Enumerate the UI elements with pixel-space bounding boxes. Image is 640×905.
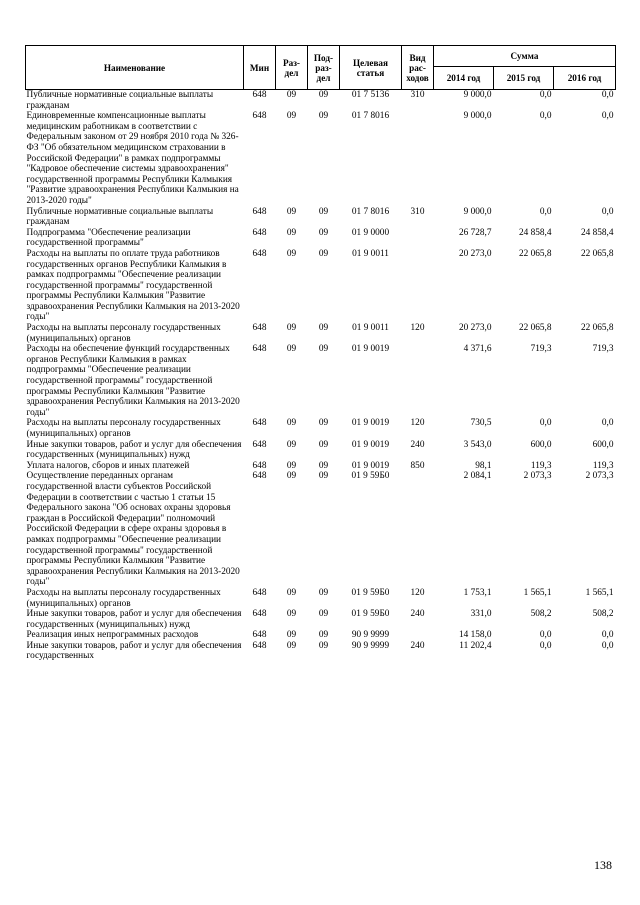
header-year-2016: 2016 год — [554, 67, 616, 90]
row-sum-2014: 730,5 — [470, 418, 492, 429]
row-vid-rashodov: 310 — [410, 206, 425, 217]
row-name: Публичные нормативные социальные выплаты гражданам — [26, 206, 214, 228]
row-sum-2015: 22 065,8 — [518, 248, 552, 259]
row-vid-rashodov — [402, 630, 434, 641]
row-celevaya-statya: 01 9 59Б0 — [351, 609, 390, 620]
row-sum-2014: 20 273,0 — [458, 248, 492, 259]
table-row — [26, 111, 616, 206]
header-year-2014: 2014 год — [434, 67, 494, 90]
row-vid-rashodov: 240 — [410, 640, 425, 651]
header-celevaya-statya: Целевая статья — [340, 46, 402, 90]
row-name: Реализация иных непрограммных расходов — [26, 630, 199, 641]
row-sum-2016: 719,3 — [592, 344, 614, 355]
table-row — [26, 90, 616, 112]
row-sum-2014: 11 202,4 — [459, 640, 492, 651]
row-sum-2014: 14 158,0 — [458, 630, 492, 641]
row-min: 648 — [252, 609, 267, 620]
row-razdel: 09 — [286, 587, 297, 598]
row-sum-2015: 24 858,4 — [518, 227, 552, 238]
row-razdel: 09 — [286, 640, 297, 651]
header-name: Наименование — [26, 46, 244, 90]
row-sum-2015: 0,0 — [539, 206, 552, 217]
header-summa: Сумма — [434, 46, 616, 67]
row-sum-2016: 1 565,1 — [585, 587, 614, 598]
row-razdel: 09 — [286, 344, 297, 355]
row-vid-rashodov — [402, 111, 434, 206]
page-number: 138 — [594, 858, 612, 872]
row-sum-2014: 20 273,0 — [458, 323, 492, 334]
row-sum-2016: 24 858,4 — [580, 227, 614, 238]
table-row — [26, 418, 616, 439]
row-sum-2014: 9 000,0 — [463, 111, 492, 122]
row-min: 648 — [252, 206, 267, 217]
header-min: Мин — [244, 46, 276, 90]
row-vid-rashodov — [402, 471, 434, 588]
row-celevaya-statya: 01 9 0011 — [352, 323, 389, 334]
row-name: Расходы на обеспечение функций государственных органов Республики Калмыкия в рамках подпрограммы "Обеспечение реализации государственной программы" государственной программы Республики Калмыкия "Развитие здравоохранения Республики Калмыкия на 2013-2020 годы" — [26, 344, 240, 418]
row-min: 648 — [252, 471, 267, 482]
budget-document — [25, 45, 615, 662]
row-sum-2014: 9 000,0 — [463, 206, 492, 217]
row-celevaya-statya: 01 7 8016 — [351, 111, 390, 122]
row-sum-2016: 0,0 — [601, 111, 614, 122]
row-min: 648 — [252, 248, 267, 259]
row-sum-2015: 508,2 — [530, 609, 552, 620]
table-row — [26, 207, 616, 228]
row-razdel: 09 — [286, 460, 297, 471]
budget-table — [25, 45, 616, 662]
header-podrazdel: Под-раз-дел — [308, 46, 340, 90]
row-min: 648 — [252, 640, 267, 651]
row-podrazdel: 09 — [318, 90, 329, 100]
row-sum-2014: 331,0 — [470, 609, 492, 620]
row-min: 648 — [252, 323, 267, 334]
row-podrazdel: 09 — [318, 323, 329, 334]
row-razdel: 09 — [286, 90, 297, 100]
row-sum-2016: 22 065,8 — [580, 248, 614, 259]
table-row — [26, 228, 616, 249]
row-name: Иные закупки товаров, работ и услуг для обеспечения государственных — [26, 640, 242, 662]
row-min: 648 — [252, 90, 267, 100]
row-podrazdel: 09 — [318, 111, 329, 122]
row-name: Публичные нормативные социальные выплаты гражданам — [26, 90, 214, 111]
row-vid-rashodov — [402, 344, 434, 418]
row-name: Расходы на выплаты по оплате труда работников государственных органов Республики Калмыкия в рамках подпрограммы "Обеспечение реализации государственной программы" государственной программы Республики Калмыкия "Развитие здравоохранения Республики Калмыкия на 2013-2020 годы" — [26, 248, 240, 323]
row-name: Уплата налогов, сборов и иных платежей — [26, 460, 190, 471]
row-sum-2015: 0,0 — [539, 111, 552, 122]
row-podrazdel: 09 — [318, 344, 329, 355]
row-podrazdel: 09 — [318, 418, 329, 429]
row-min: 648 — [252, 587, 267, 598]
row-podrazdel: 09 — [318, 460, 329, 471]
row-sum-2015: 719,3 — [530, 344, 552, 355]
row-vid-rashodov: 240 — [410, 609, 425, 620]
row-sum-2014: 98,1 — [475, 460, 492, 471]
row-vid-rashodov: 120 — [410, 587, 425, 598]
row-razdel: 09 — [286, 227, 297, 238]
row-celevaya-statya: 01 7 8016 — [351, 206, 390, 217]
row-sum-2015: 2 073,3 — [523, 471, 552, 482]
row-sum-2016: 0,0 — [601, 630, 614, 641]
row-podrazdel: 09 — [318, 640, 329, 651]
row-min: 648 — [252, 418, 267, 429]
row-vid-rashodov: 310 — [410, 90, 425, 100]
table-row — [26, 323, 616, 344]
row-sum-2014: 26 728,7 — [458, 227, 492, 238]
row-min: 648 — [252, 227, 267, 238]
row-sum-2015: 0,0 — [539, 630, 552, 641]
row-sum-2015: 0,0 — [539, 418, 552, 429]
row-podrazdel: 09 — [318, 206, 329, 217]
row-celevaya-statya: 01 9 0019 — [351, 418, 390, 429]
row-vid-rashodov: 850 — [410, 460, 425, 471]
row-celevaya-statya: 01 7 5136 — [351, 90, 390, 100]
row-celevaya-statya: 01 9 0011 — [352, 248, 389, 259]
row-podrazdel: 09 — [318, 587, 329, 598]
row-sum-2014: 2 084,1 — [463, 471, 492, 482]
row-sum-2016: 0,0 — [601, 206, 614, 217]
row-name: Подпрограмма "Обеспечение реализации государственной программы" — [26, 227, 191, 249]
header-year-2015: 2015 год — [494, 67, 554, 90]
table-row — [26, 344, 616, 418]
row-celevaya-statya: 01 9 0019 — [351, 344, 390, 355]
table-row — [26, 461, 616, 472]
row-name: Расходы на выплаты персоналу государственных (муниципальных) органов — [26, 323, 221, 344]
row-razdel: 09 — [286, 609, 297, 620]
row-name: Единовременные компенсационные выплаты медицинским работникам в соответствии с Федеральным законом от 29 ноября 2010 года № 326-ФЗ "Об обязательном медицинском страховании в Российской Федерации" в рамках подпрограммы "Кадровое обеспечение системы здравоохранения" государственной программы Республики Калмыкия "Развитие здравоохранения Республики Калмыкия на 2013-2020 годы" — [26, 111, 239, 206]
row-razdel: 09 — [286, 630, 297, 641]
row-vid-rashodov — [402, 249, 434, 323]
row-podrazdel: 09 — [318, 630, 329, 641]
row-sum-2016: 0,0 — [601, 640, 614, 651]
row-podrazdel: 09 — [318, 248, 329, 259]
row-sum-2016: 508,2 — [592, 609, 614, 620]
table-body — [26, 90, 616, 663]
row-sum-2016: 119,3 — [592, 460, 614, 471]
row-celevaya-statya: 90 9 9999 — [351, 630, 390, 641]
table-row — [26, 440, 616, 461]
row-sum-2015: 22 065,8 — [518, 323, 552, 334]
row-name: Расходы на выплаты персоналу государственных (муниципальных) органов — [26, 587, 221, 609]
row-sum-2014: 9 000,0 — [463, 90, 492, 100]
table-row — [26, 609, 616, 630]
table-row — [26, 588, 616, 609]
table-row — [26, 641, 616, 662]
row-sum-2015: 119,3 — [530, 460, 552, 471]
row-razdel: 09 — [286, 439, 297, 450]
row-sum-2014: 3 543,0 — [463, 439, 492, 450]
row-name: Осуществление переданных органам государственной власти субъектов Российской Федерации в соответствии с частью 1 статьи 15 Федерального закона "Об основах охраны здоровья граждан в Российской Федерации" полномочий Российской Федерации в сфере охраны здоровья в рамках подпрограммы "Обеспечение реализации государственной программы" государственной программы Республики Калмыкия "Развитие здравоохранения Республики Калмыкия на 2013-2020 годы" — [26, 471, 240, 588]
row-min: 648 — [252, 460, 267, 471]
row-min: 648 — [252, 344, 267, 355]
row-podrazdel: 09 — [318, 439, 329, 450]
table-row — [26, 471, 616, 588]
row-celevaya-statya: 01 9 0019 — [351, 460, 390, 471]
row-sum-2014: 1 753,1 — [463, 587, 492, 598]
row-podrazdel: 09 — [318, 227, 329, 238]
row-razdel: 09 — [286, 471, 297, 482]
row-razdel: 09 — [286, 206, 297, 217]
table-row — [26, 630, 616, 641]
row-min: 648 — [252, 630, 267, 641]
row-podrazdel: 09 — [318, 609, 329, 620]
header-razdel: Раз-дел — [276, 46, 308, 90]
row-min: 648 — [252, 439, 267, 450]
row-vid-rashodov: 120 — [410, 418, 425, 429]
row-sum-2015: 1 565,1 — [523, 587, 552, 598]
row-min: 648 — [252, 111, 267, 122]
row-celevaya-statya: 90 9 9999 — [351, 640, 390, 651]
row-sum-2016: 2 073,3 — [585, 471, 614, 482]
row-razdel: 09 — [286, 248, 297, 259]
row-celevaya-statya: 01 9 0000 — [351, 227, 390, 238]
row-sum-2016: 22 065,8 — [580, 323, 614, 334]
row-podrazdel: 09 — [318, 471, 329, 482]
row-vid-rashodov — [402, 228, 434, 249]
row-celevaya-statya: 01 9 59Б0 — [351, 587, 390, 598]
table-header — [26, 46, 616, 90]
row-name: Расходы на выплаты персоналу государственных (муниципальных) органов — [26, 418, 221, 439]
row-sum-2015: 600,0 — [530, 439, 552, 450]
row-sum-2015: 0,0 — [539, 90, 552, 100]
row-sum-2016: 0,0 — [601, 418, 614, 429]
table-row — [26, 249, 616, 323]
row-celevaya-statya: 01 9 59Б0 — [351, 471, 390, 482]
row-sum-2016: 600,0 — [592, 439, 614, 450]
header-vid-rashodov: Вид рас-ходов — [402, 46, 434, 90]
row-sum-2016: 0,0 — [601, 90, 614, 100]
row-razdel: 09 — [286, 323, 297, 334]
row-name: Иные закупки товаров, работ и услуг для обеспечения государственных (муниципальных) нужд — [26, 439, 242, 461]
row-sum-2014: 4 371,6 — [463, 344, 492, 355]
row-vid-rashodov: 240 — [410, 439, 425, 450]
row-sum-2015: 0,0 — [539, 640, 552, 651]
row-razdel: 09 — [286, 418, 297, 429]
row-name: Иные закупки товаров, работ и услуг для обеспечения государственных (муниципальных) нужд — [26, 609, 242, 630]
row-celevaya-statya: 01 9 0019 — [351, 439, 390, 450]
row-razdel: 09 — [286, 111, 297, 122]
row-vid-rashodov: 120 — [410, 323, 425, 334]
